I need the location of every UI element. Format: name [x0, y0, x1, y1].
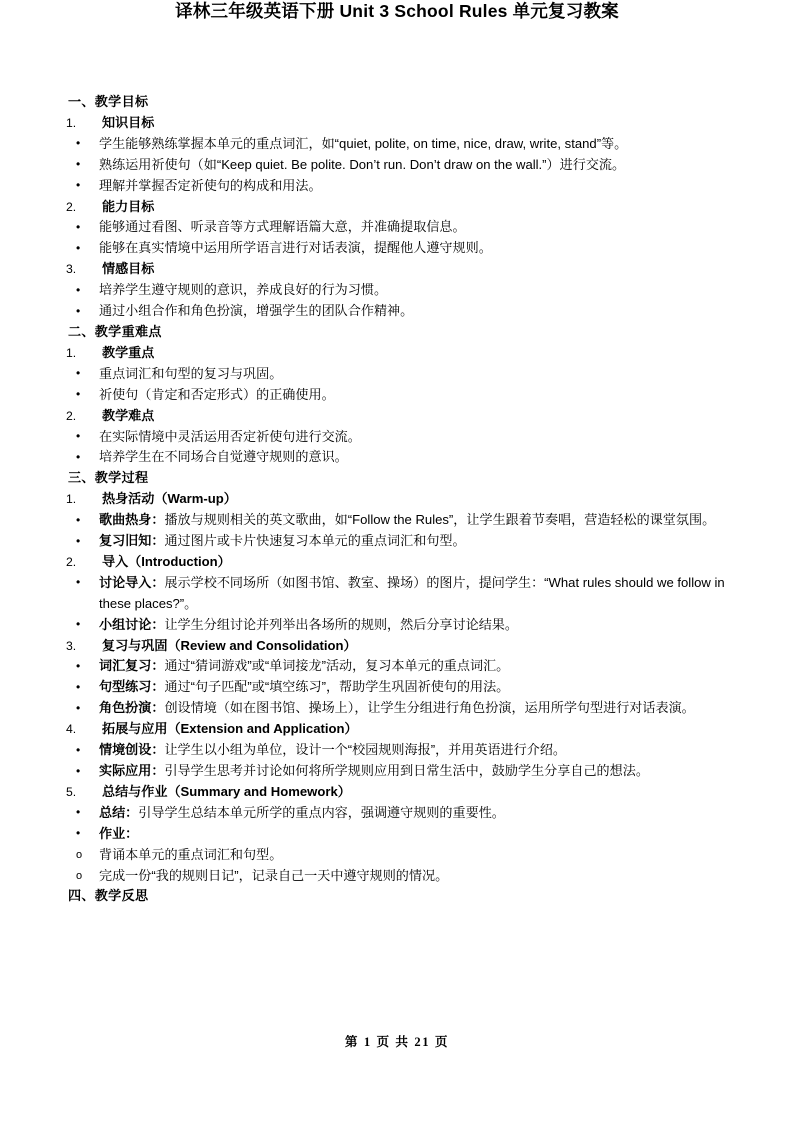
list-marker: 3. — [66, 638, 77, 653]
list-marker: • — [76, 366, 81, 381]
bullet-list — [66, 803, 728, 887]
subsection-item — [66, 552, 728, 573]
list-marker: • — [76, 219, 81, 234]
subsection-item — [66, 259, 728, 280]
bullet-item — [66, 238, 728, 259]
subsection-item — [66, 343, 728, 364]
bullet-text: 让学生以小组为单位，设计一个“校园规则海报”，并用英语进行介绍。 — [164, 742, 567, 758]
bullet-list — [66, 573, 728, 636]
bullet-text: 培养学生在不同场合自觉遵守规则的意识。 — [99, 449, 348, 465]
bullet-item — [66, 803, 728, 824]
bullet-list — [66, 217, 728, 259]
list-marker: • — [76, 429, 81, 443]
bullet-lead: 情境创设： — [99, 742, 165, 758]
sub-bullet-item — [66, 866, 728, 887]
bullet-lead: 句型练习： — [99, 679, 165, 695]
section-heading — [66, 92, 728, 113]
bullet-text: 通过小组合作和角色扮演，增强学生的团队合作精神。 — [99, 303, 414, 319]
list-marker: 2. — [66, 554, 77, 569]
bullet-item — [66, 740, 728, 761]
bullet-list — [66, 427, 728, 469]
subsection-item — [66, 113, 728, 134]
subsection-item — [66, 719, 728, 740]
section-heading-label: 一、教学目标 — [68, 94, 149, 109]
section-heading-label: 四、教学反思 — [68, 888, 149, 904]
list-marker: 4. — [66, 722, 77, 737]
sub-bullet-text: 完成一份“我的规则日记”，记录自己一天中遵守规则的情况。 — [99, 867, 449, 883]
subsection-label: 导入（Introduction） — [102, 553, 231, 569]
bullet-item — [66, 385, 728, 406]
list-marker: 2. — [66, 199, 77, 214]
bullet-text: 通过图片或卡片快速复习本单元的重点词汇和句型。 — [164, 533, 466, 549]
bullet-text: 重点词汇和句型的复习与巩固。 — [99, 365, 283, 381]
bullet-item — [66, 427, 728, 448]
bullet-item — [66, 573, 728, 615]
list-marker: • — [76, 282, 81, 297]
subsection-label: 教学重点 — [102, 344, 155, 360]
bullet-item — [66, 615, 728, 636]
bullet-lead: 角色扮演： — [99, 700, 165, 716]
bullet-list — [66, 740, 728, 782]
document-body — [66, 92, 728, 907]
bullet-list — [66, 364, 728, 406]
list-marker: • — [76, 449, 81, 464]
list-marker: 1. — [66, 345, 77, 360]
bullet-list — [66, 280, 728, 322]
bullet-lead: 实际应用： — [99, 763, 165, 778]
subsection-label: 复习与巩固（Review and Consolidation） — [102, 637, 357, 653]
bullet-item — [66, 531, 728, 552]
bullet-item — [66, 301, 728, 322]
bullet-text: 通过“猜词游戏”或“单词接龙”活动，复习本单元的重点词汇。 — [164, 658, 510, 674]
section-heading — [66, 322, 728, 343]
section-heading — [66, 468, 728, 489]
bullet-text: 能够通过看图、听录音等方式理解语篇大意，并准确提取信息。 — [99, 219, 466, 235]
bullet-item — [66, 510, 728, 531]
list-marker: • — [76, 136, 81, 151]
page-title: 译林三年级英语下册 Unit 3 School Rules 单元复习教案 — [175, 1, 619, 21]
section-heading — [66, 886, 728, 907]
list-marker: o — [76, 869, 83, 882]
subsection-item — [66, 636, 728, 657]
bullet-lead: 歌曲热身： — [99, 512, 165, 528]
list-marker: • — [76, 805, 81, 820]
list-marker: • — [76, 763, 81, 778]
list-marker: • — [76, 512, 81, 527]
bullet-text: 祈使句（肯定和否定形式）的正确使用。 — [99, 386, 335, 402]
bullet-text: 播放与规则相关的英文歌曲，如“Follow the Rules”，让学生跟着节奏唱，营造轻松的课堂氛围。 — [164, 512, 716, 528]
section-heading-label: 三、教学过程 — [68, 470, 149, 486]
bullet-text: 学生能够熟练掌握本单元的重点词汇，如“quiet, polite, on time, nice, draw, write, stand”等。 — [99, 135, 628, 151]
list-marker: 1. — [66, 492, 77, 507]
bullet-text: 在实际情境中灵活运用否定祈使句进行交流。 — [99, 428, 361, 444]
list-marker: • — [76, 157, 81, 172]
bullet-item — [66, 176, 728, 197]
bullet-item — [66, 280, 728, 301]
bullet-lead: 总结： — [99, 804, 139, 820]
bullet-list — [66, 134, 728, 197]
bullet-item — [66, 217, 728, 238]
list-marker: • — [76, 387, 81, 402]
list-marker: • — [76, 575, 81, 590]
subsection-label: 知识目标 — [102, 114, 155, 130]
list-marker: o — [76, 848, 83, 861]
list-marker: 5. — [66, 784, 77, 799]
bullet-lead: 小组讨论： — [99, 616, 165, 632]
bullet-item — [66, 677, 728, 698]
subsection-label: 热身活动（Warm-up） — [102, 491, 237, 507]
list-marker: • — [76, 658, 81, 673]
bullet-text: 创设情境（如在图书馆、操场上），让学生分组进行角色扮演，运用所学句型进行对话表演。 — [164, 700, 695, 716]
bullet-text: 展示学校不同场所（如图书馆、教室、操场）的图片，提问学生：“What rules should we follow in these places?”。 — [99, 574, 725, 611]
sub-bullet-item — [66, 845, 728, 866]
list-marker: 3. — [66, 262, 77, 277]
section-list — [66, 92, 728, 907]
subsection-label: 拓展与应用（Extension and Application） — [102, 721, 358, 737]
subsection-list — [66, 489, 728, 886]
page-footer: 第 1 页 共 21 页 — [344, 1035, 450, 1049]
bullet-text: 引导学生思考并讨论如何将所学规则应用到日常生活中，鼓励学生分享自己的想法。 — [164, 763, 649, 778]
bullet-item — [66, 155, 728, 176]
list-marker: • — [76, 533, 81, 548]
bullet-lead: 词汇复习： — [99, 658, 165, 674]
bullet-lead: 讨论导入： — [99, 574, 165, 590]
subsection-item — [66, 197, 728, 218]
sub-bullet-text: 背诵本单元的重点词汇和句型。 — [99, 846, 283, 862]
list-marker: • — [76, 240, 81, 255]
bullet-text: 让学生分组讨论并列举出各场所的规则，然后分享讨论结果。 — [164, 616, 518, 632]
subsection-label: 总结与作业（Summary and Homework） — [102, 783, 351, 799]
list-marker: • — [76, 178, 81, 193]
bullet-item — [66, 364, 728, 385]
subsection-item — [66, 782, 728, 803]
bullet-item — [66, 656, 728, 677]
list-marker: • — [76, 700, 81, 715]
bullet-list — [66, 656, 728, 719]
bullet-text: 理解并掌握否定祈使句的构成和用法。 — [99, 177, 322, 193]
bullet-item — [66, 824, 728, 845]
bullet-item — [66, 447, 728, 468]
bullet-lead: 复习旧知： — [99, 533, 165, 549]
bullet-list — [66, 510, 728, 552]
subsection-label: 情感目标 — [102, 261, 155, 277]
bullet-text: 引导学生总结本单元所学的重点内容，强调遵守规则的重要性。 — [138, 804, 505, 820]
list-marker: • — [76, 742, 81, 757]
bullet-item — [66, 761, 728, 782]
list-marker: 1. — [66, 115, 77, 130]
sub-bullet-list — [66, 845, 728, 887]
subsection-label: 教学难点 — [102, 407, 155, 423]
bullet-text: 通过“句子匹配”或“填空练习”，帮助学生巩固祈使句的用法。 — [164, 679, 510, 695]
subsection-label: 能力目标 — [102, 198, 155, 214]
subsection-list — [66, 343, 728, 468]
subsection-item — [66, 489, 728, 510]
section-heading-label: 二、教学重难点 — [68, 323, 162, 339]
list-marker: • — [76, 826, 81, 841]
list-marker: • — [76, 303, 81, 318]
list-marker: • — [76, 617, 81, 632]
list-marker: • — [76, 679, 81, 694]
bullet-text: 熟练运用祈使句（如“Keep quiet. Be polite. Don’t run. Don’t draw on the wall.”）进行交流。 — [99, 156, 626, 172]
subsection-list — [66, 113, 728, 322]
subsection-item — [66, 406, 728, 427]
bullet-item — [66, 698, 728, 719]
list-marker: 2. — [66, 408, 77, 423]
bullet-item — [66, 134, 728, 155]
bullet-text: 能够在真实情境中运用所学语言进行对话表演，提醒他人遵守规则。 — [99, 240, 492, 256]
bullet-text: 培养学生遵守规则的意识，养成良好的行为习惯。 — [99, 282, 388, 298]
bullet-lead: 作业： — [99, 825, 139, 841]
